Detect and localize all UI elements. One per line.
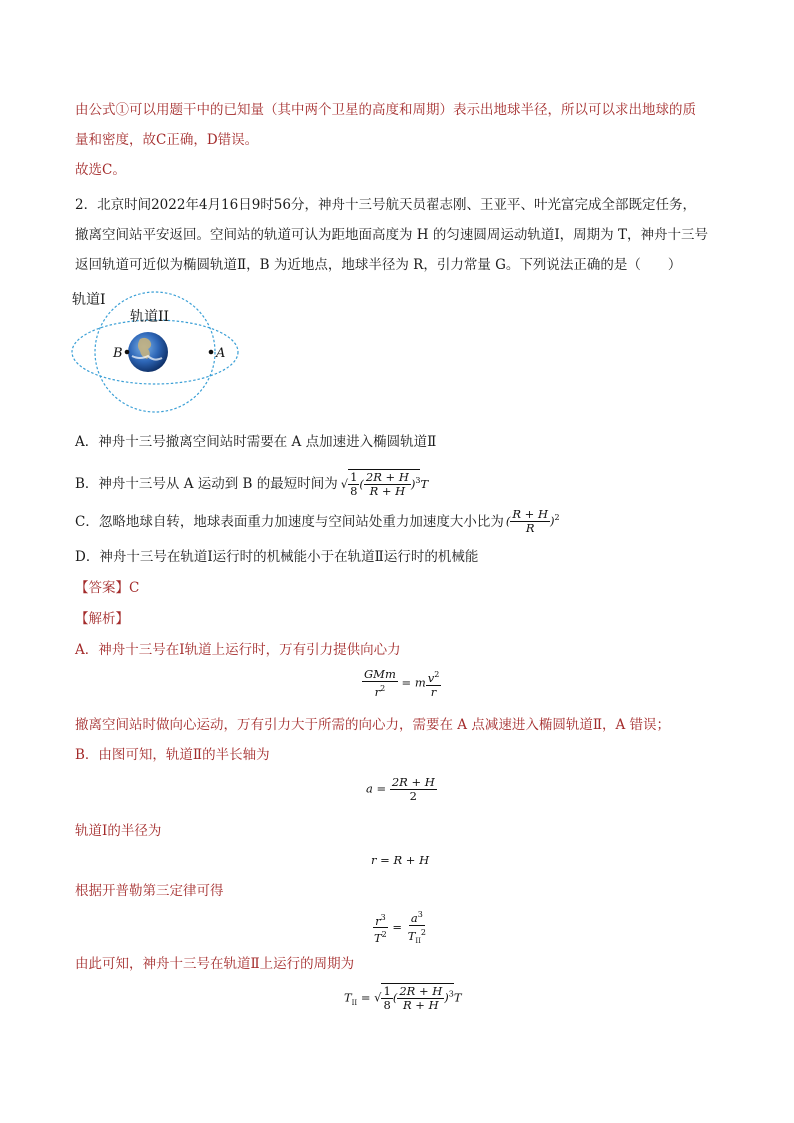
orbit-1-label: 轨道I (72, 292, 106, 308)
option-b-text: B．神舟十三号从 A 运动到 B 的最短时间为 (75, 475, 338, 492)
point-a-dot (209, 350, 214, 355)
analysis-a-line: A．神舟十三号在Ⅰ轨道上运行时，万有引力提供向心力 (75, 642, 401, 658)
equation-gravity: $\frac{\text{GMm}}{r^2}$ = m $\frac{v^2}{r}$ (364, 667, 440, 699)
point-b-label: B (113, 346, 123, 361)
solution-line-1: 由公式①可以用题干中的已知量（其中两个卫星的高度和周期）表示出地球半径，所以可以求出地球的质 (75, 102, 696, 118)
analysis-a-line-2: 撤离空间站时做向心运动，万有引力大于所需的向心力，需要在 A 点减速进入椭圆轨道Ⅱ，A 错误； (75, 717, 671, 733)
analysis-kepler-line: 根据开普勒第三定律可得 (75, 883, 224, 899)
option-b-formula: √ $\frac{1}{8}$ ( $\frac{2R + H}{R + H}$ )$^3$T (340, 470, 429, 499)
option-c-formula: ( $\frac{R + H}{R}$ )$^2$ (505, 507, 560, 536)
solution-line-2: 量和密度，故C正确，D错误。 (75, 132, 259, 148)
equation-kepler: $\frac{r^3}{T^2}$ = $\frac{a^3}{T_{II}^2}$ (374, 910, 427, 946)
option-a: A．神舟十三号撤离空间站时需要在 A 点加速进入椭圆轨道Ⅱ (75, 434, 437, 450)
question-line-3: 返回轨道可近似为椭圆轨道Ⅱ，B 为近地点，地球半径为 R，引力常量 G。下列说法正确的是（ ） (75, 257, 682, 273)
point-b-dot (125, 350, 130, 355)
option-d: D．神舟十三号在轨道Ⅰ运行时的机械能小于在轨道Ⅱ运行时的机械能 (75, 549, 479, 565)
analysis-label: 【解析】 (75, 611, 129, 627)
option-b (75, 469, 428, 498)
equation-semi-major: a = $\frac{2R + H}{2}$ (366, 775, 435, 803)
answer-label: 【答案】C (75, 580, 140, 596)
point-a-label: A (216, 346, 226, 361)
analysis-r-line: 轨道Ⅰ的半径为 (75, 823, 162, 839)
analysis-b-line: B．由图可知，轨道Ⅱ的半长轴为 (75, 747, 270, 763)
equation-radius: r = R + H (371, 853, 430, 867)
analysis-period-line: 由此可知，神舟十三号在轨道Ⅱ上运行的周期为 (75, 956, 355, 972)
equation-period: $T_{II}$ = √ $\frac{1}{8}$ ( $\frac{2R + H}{R + H}$ )$^3$T (344, 984, 462, 1012)
solution-line-3: 故选C。 (75, 162, 126, 178)
option-c-text: C．忽略地球自转，地球表面重力加速度与空间站处重力加速度大小比为 (75, 513, 504, 530)
option-c (75, 508, 560, 535)
orbit-2-label: 轨道II (130, 309, 170, 325)
question-line-1: 2．北京时间2022年4月16日9时56分，神舟十三号航天员翟志刚、王亚平、叶光富完成全部既定任务， (75, 197, 696, 213)
question-line-2: 撤离空间站平安返回。空间站的轨道可认为距地面高度为 H 的匀速圆周运动轨道Ⅰ，周期为 T，神舟十三号 (75, 227, 708, 243)
orbit-figure (70, 284, 260, 419)
